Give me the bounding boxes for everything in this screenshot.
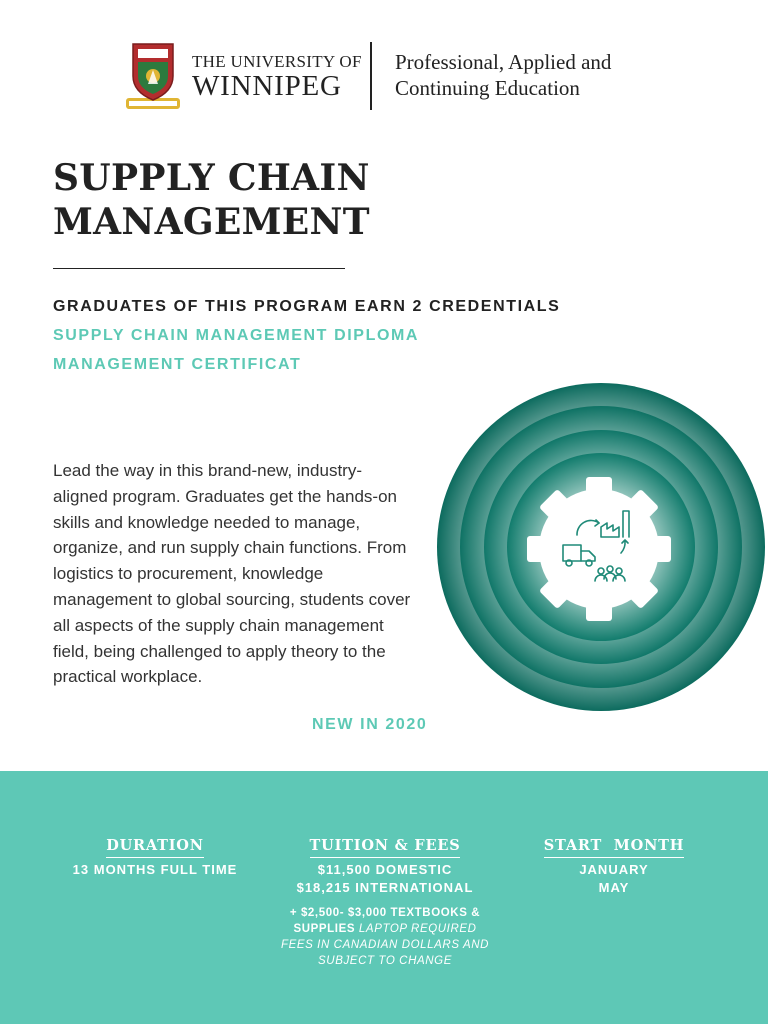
start-month-heading: START MONTH — [544, 837, 684, 858]
university-name-line2: WINNIPEG — [192, 70, 342, 102]
program-facts-band — [0, 771, 768, 1024]
tuition-column — [280, 837, 490, 969]
program-description: Lead the way in this brand-new, industry-aligned program. Graduates get the hands-on skills and knowledge needed to manage, organize, and run supply chain functions. From logistics to procurement, knowledge management to global sourcing, students cover all aspects of the supply chain management field, being challenged to apply theory to the practical workplace. — [53, 461, 411, 687]
tuition-international: $18,215 INTERNATIONAL — [296, 880, 474, 895]
page-title — [53, 156, 370, 244]
supply-chain-gear-icon — [436, 377, 766, 717]
title-divider — [53, 268, 345, 269]
title-line1: SUPPLY CHAIN — [53, 157, 370, 199]
header-divider — [370, 42, 372, 110]
credential-diploma: SUPPLY CHAIN MANAGEMENT DIPLOMA — [53, 327, 420, 344]
university-crest-icon — [124, 40, 182, 112]
start-month-january: JANUARY — [579, 862, 649, 877]
division-name-line2: Continuing Education — [395, 76, 580, 100]
tuition-heading: TUITION & FEES — [310, 837, 461, 858]
division-name-line1: Professional, Applied and — [395, 50, 612, 74]
duration-value: 13 MONTHS FULL TIME — [72, 862, 238, 877]
credential-certificate: MANAGEMENT CERTIFICAT — [53, 356, 302, 373]
credentials-heading: GRADUATES OF THIS PROGRAM EARN 2 CREDENTIALS — [53, 298, 561, 315]
start-month-may: MAY — [598, 880, 630, 895]
laptop-required-note: LAPTOP REQUIRED — [358, 923, 477, 935]
university-name-line1: THE UNIVERSITY OF — [192, 52, 362, 71]
tuition-domestic: $11,500 DOMESTIC — [317, 862, 453, 877]
new-badge: NEW IN 2020 — [312, 716, 428, 733]
header — [124, 38, 684, 114]
title-line2: MANAGEMENT — [53, 201, 370, 243]
duration-heading: DURATION — [106, 837, 204, 858]
start-month-column — [534, 837, 694, 897]
tuition-extra — [280, 905, 490, 937]
textbooks-supplies-cost: + $2,500- $3,000 TEXTBOOKS & SUPPLIES — [289, 907, 481, 935]
duration-column — [60, 837, 250, 879]
currency-note: FEES IN CANADIAN DOLLARS AND SUBJECT TO CHANGE — [280, 939, 490, 967]
